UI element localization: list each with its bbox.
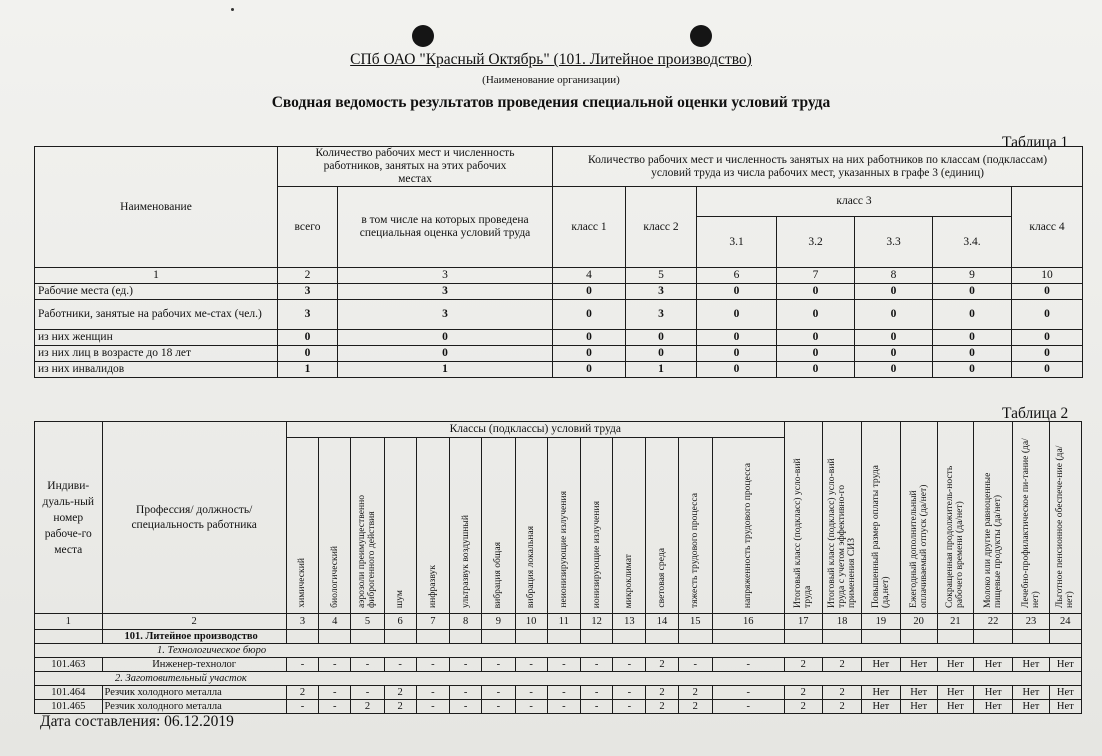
t1-colnum: 10 — [1012, 268, 1083, 284]
t2-cell: 2 — [646, 700, 678, 714]
t2-colnum: 21 — [937, 614, 973, 630]
t2-cell: Нет — [862, 700, 900, 714]
t1-cell: 0 — [626, 330, 697, 346]
t1-cell: 3 — [626, 300, 697, 330]
t2-cell: - — [319, 658, 351, 672]
punch-hole-right — [690, 25, 712, 47]
t2-cell: 2 — [286, 686, 318, 700]
t2-head-factor — [613, 438, 646, 614]
t2-cell: Нет — [862, 658, 900, 672]
t2-cell: 2 — [678, 700, 712, 714]
t1-colnum: 1 — [35, 268, 278, 284]
t1-head-3-2: 3.2 — [777, 217, 855, 268]
t2-colnum: 20 — [900, 614, 937, 630]
t1-head-total: всего — [278, 187, 338, 268]
t1-cell: 0 — [278, 346, 338, 362]
table2-workplaces — [34, 421, 1082, 714]
t2-cell: 2 — [822, 700, 861, 714]
t1-cell: 3 — [278, 284, 338, 300]
t2-colnum: 11 — [547, 614, 580, 630]
t2-cell: - — [450, 700, 482, 714]
t1-head-count-group: Количество рабочих мест и численность работников, занятых на этих рабочих местах — [278, 147, 553, 187]
t2-cell: - — [613, 658, 646, 672]
t1-cell: 0 — [855, 300, 933, 330]
t2-head-factor — [547, 438, 580, 614]
t2-workplace-id: 101.465 — [35, 700, 103, 714]
t2-row — [35, 686, 1082, 700]
t1-row-label: Рабочие места (ед.) — [35, 284, 278, 300]
t1-cell: 0 — [338, 330, 553, 346]
t1-cell: 0 — [855, 284, 933, 300]
t2-empty-cell — [862, 630, 900, 644]
t1-cell: 0 — [1012, 300, 1083, 330]
t2-cell: 2 — [384, 686, 416, 700]
t2-head-factor — [712, 438, 784, 614]
t2-cell: Нет — [1049, 658, 1081, 672]
t1-cell: 0 — [1012, 362, 1083, 378]
t2-section-main: 101. Литейное производство — [102, 630, 286, 644]
t2-empty-cell — [712, 630, 784, 644]
t2-head-factor — [515, 438, 547, 614]
t2-workplace-id: 101.463 — [35, 658, 103, 672]
t2-profession: Резчик холодного металла — [102, 700, 286, 714]
t2-cell: - — [416, 658, 449, 672]
t1-cell: 0 — [553, 284, 626, 300]
t1-cell: 0 — [1012, 330, 1083, 346]
t2-cell: Нет — [1013, 700, 1049, 714]
t2-cell: 2 — [822, 686, 861, 700]
t2-head-sum — [822, 422, 861, 614]
t1-colnum: 5 — [626, 268, 697, 284]
t1-cell: 1 — [626, 362, 697, 378]
t1-row-label: Работники, занятые на рабочих ме-стах (чел.) — [35, 300, 278, 330]
document-title: Сводная ведомость результатов проведения специальной оценки условий труда — [271, 94, 831, 111]
t2-vlabel: Повышенный размер оплаты труда (да,нет) — [869, 465, 891, 608]
t1-colnum: 6 — [697, 268, 777, 284]
t2-colnum: 9 — [482, 614, 515, 630]
t1-head-class-group: Количество рабочих мест и численность занятых на них работников по классам (подклассам) условий труда из числа рабочих мест, указанных в графе 3 (единиц) — [553, 147, 1083, 187]
t2-cell: - — [580, 700, 612, 714]
t2-cell: - — [580, 658, 612, 672]
t2-cell: - — [286, 658, 318, 672]
t2-cell: 2 — [784, 658, 822, 672]
t1-cell: 0 — [338, 346, 553, 362]
t2-cell: Нет — [900, 686, 937, 700]
t2-vlabel: аэрозоли преимущественно фиброгенного действия — [356, 494, 378, 608]
t2-colnum: 13 — [613, 614, 646, 630]
t2-cell: 2 — [822, 658, 861, 672]
t2-vlabel: Ежегодный дополнительный оплачиваемый отпуск (да/нет) — [907, 484, 929, 608]
t2-colnum: 6 — [384, 614, 416, 630]
t2-cell: - — [547, 700, 580, 714]
t2-empty-cell — [1013, 630, 1049, 644]
t1-row-label: из них женщин — [35, 330, 278, 346]
t2-head-sum — [1013, 422, 1049, 614]
t1-head-class2: класс 2 — [626, 187, 697, 268]
t1-cell: 0 — [553, 346, 626, 362]
t2-empty-cell — [1049, 630, 1081, 644]
t2-empty-cell — [319, 630, 351, 644]
t2-section-tech-bureau: 1. Технологическое бюро — [35, 644, 1082, 658]
t2-head-classes-group: Классы (подклассы) условий труда — [286, 422, 784, 438]
t1-head-assessed: в том числе на которых проведена специальная оценка условий труда — [338, 187, 553, 268]
t2-cell: - — [351, 686, 384, 700]
t2-cell: 2 — [646, 658, 678, 672]
t2-empty-cell — [646, 630, 678, 644]
t2-cell: - — [547, 686, 580, 700]
t2-empty-cell — [286, 630, 318, 644]
t2-cell: - — [712, 658, 784, 672]
t2-empty-cell — [547, 630, 580, 644]
t2-cell: Нет — [974, 658, 1013, 672]
t1-cell: 0 — [697, 346, 777, 362]
t2-vlabel: Сокращенная продолжитель-ность рабочего времени (да/нет) — [944, 465, 966, 608]
t2-colnum: 4 — [319, 614, 351, 630]
t2-empty-cell — [450, 630, 482, 644]
t1-cell: 3 — [626, 284, 697, 300]
t1-cell: 0 — [697, 300, 777, 330]
t2-head-factor — [482, 438, 515, 614]
t1-cell: 3 — [338, 300, 553, 330]
t2-vlabel: Лечебно-профилактическое пи-тание (да/нет) — [1019, 438, 1041, 608]
t2-workplace-id: 101.464 — [35, 686, 103, 700]
t1-cell: 0 — [777, 362, 855, 378]
t2-empty-cell — [416, 630, 449, 644]
table1-caption: Таблица 1 — [1002, 134, 1069, 151]
t2-head-factor — [384, 438, 416, 614]
t2-empty-cell — [784, 630, 822, 644]
t2-cell: Нет — [1013, 686, 1049, 700]
t2-head-sum — [974, 422, 1013, 614]
t2-cell: - — [416, 700, 449, 714]
t2-empty-cell — [482, 630, 515, 644]
t2-cell: - — [515, 658, 547, 672]
t2-empty-cell — [974, 630, 1013, 644]
t2-cell: - — [384, 658, 416, 672]
t2-cell: - — [450, 686, 482, 700]
t1-cell: 0 — [855, 330, 933, 346]
t2-vlabel: химический — [296, 558, 308, 608]
t2-cell: Нет — [937, 700, 973, 714]
t2-colnum: 24 — [1049, 614, 1081, 630]
t2-cell: - — [580, 686, 612, 700]
t1-cell: 3 — [338, 284, 553, 300]
t2-vlabel: вибрация общая — [492, 541, 504, 608]
t1-colnum: 2 — [278, 268, 338, 284]
t1-row — [35, 346, 1083, 362]
t2-cell: Нет — [1049, 700, 1081, 714]
t2-head-factor — [416, 438, 449, 614]
t2-colnum: 12 — [580, 614, 612, 630]
t1-cell: 0 — [933, 284, 1012, 300]
t2-head-factor — [450, 438, 482, 614]
t2-vlabel: световая среда — [656, 548, 668, 608]
t2-empty-cell — [351, 630, 384, 644]
t1-head-class1: класс 1 — [553, 187, 626, 268]
t2-vlabel: тяжесть трудового процесса — [689, 493, 701, 608]
t2-vlabel: ультразвук воздушный — [459, 514, 471, 608]
t2-head-factor — [319, 438, 351, 614]
t1-colnum: 4 — [553, 268, 626, 284]
t2-cell: 2 — [784, 700, 822, 714]
t1-cell: 0 — [697, 330, 777, 346]
t2-row — [35, 658, 1082, 672]
t2-cell: 2 — [784, 686, 822, 700]
t2-colnum: 7 — [416, 614, 449, 630]
t2-colnum: 8 — [450, 614, 482, 630]
t2-colnum: 14 — [646, 614, 678, 630]
t1-head-name: Наименование — [35, 147, 278, 268]
t2-empty-cell — [384, 630, 416, 644]
t1-colnum: 7 — [777, 268, 855, 284]
t1-cell: 0 — [553, 330, 626, 346]
t2-cell: - — [319, 686, 351, 700]
t2-empty-cell — [678, 630, 712, 644]
t2-cell: - — [678, 658, 712, 672]
t1-colnum: 3 — [338, 268, 553, 284]
t2-cell: - — [712, 700, 784, 714]
t1-cell: 0 — [697, 362, 777, 378]
t1-colnum: 8 — [855, 268, 933, 284]
t1-cell: 1 — [278, 362, 338, 378]
t1-cell: 3 — [278, 300, 338, 330]
t2-colnum: 5 — [351, 614, 384, 630]
t2-colnum: 1 — [35, 614, 103, 630]
t1-row — [35, 330, 1083, 346]
t2-cell: Нет — [974, 686, 1013, 700]
t2-head-sum — [862, 422, 900, 614]
t1-cell: 0 — [777, 300, 855, 330]
t2-vlabel: шум — [394, 589, 406, 608]
punch-hole-left — [412, 25, 434, 47]
t2-cell: Нет — [900, 658, 937, 672]
organization-name-line — [0, 51, 1102, 69]
t1-cell: 0 — [626, 346, 697, 362]
t1-cell: 0 — [553, 300, 626, 330]
t1-row-label: из них лиц в возрасте до 18 лет — [35, 346, 278, 362]
t1-row — [35, 300, 1083, 330]
t2-cell: Нет — [937, 686, 973, 700]
t2-empty-cell — [900, 630, 937, 644]
t2-cell: - — [613, 686, 646, 700]
t2-head-sum — [937, 422, 973, 614]
t2-head-profession: Профессия/ должность/ специальность работника — [102, 422, 286, 614]
t2-colnum: 15 — [678, 614, 712, 630]
t2-vlabel: Итоговый класс (подкласс) усло-вий труда — [792, 458, 814, 608]
t2-head-factor — [286, 438, 318, 614]
t2-vlabel: микроклимат — [623, 553, 635, 608]
t2-cell: Нет — [1049, 686, 1081, 700]
t2-cell: 2 — [384, 700, 416, 714]
t1-row — [35, 362, 1083, 378]
t1-cell: 1 — [338, 362, 553, 378]
t1-cell: 0 — [278, 330, 338, 346]
t2-cell: - — [450, 658, 482, 672]
t2-colnum: 10 — [515, 614, 547, 630]
t1-head-3-3: 3.3 — [855, 217, 933, 268]
speck — [231, 8, 234, 11]
t1-head-3-1: 3.1 — [697, 217, 777, 268]
t2-empty-cell — [35, 630, 103, 644]
t1-head-3-4: 3.4. — [933, 217, 1012, 268]
t1-cell: 0 — [777, 284, 855, 300]
t2-empty-cell — [580, 630, 612, 644]
t2-cell: - — [613, 700, 646, 714]
t2-vlabel: напряженность трудового процесса — [742, 462, 754, 608]
t2-vlabel: биологический — [328, 546, 340, 608]
t2-head-factor — [646, 438, 678, 614]
t2-colnum: 3 — [286, 614, 318, 630]
t1-row-label: из них инвалидов — [35, 362, 278, 378]
t2-row — [35, 700, 1082, 714]
t2-cell: Нет — [937, 658, 973, 672]
t2-head-factor — [580, 438, 612, 614]
t1-cell: 0 — [933, 362, 1012, 378]
t1-row — [35, 284, 1083, 300]
t2-head-factor — [678, 438, 712, 614]
t2-colnum: 17 — [784, 614, 822, 630]
t1-cell: 0 — [933, 330, 1012, 346]
t2-colnum: 19 — [862, 614, 900, 630]
t2-colnum: 23 — [1013, 614, 1049, 630]
organization-name: СПб ОАО "Красный Октябрь" (101. Литейное производство) — [350, 51, 752, 68]
t1-head-class3: класс 3 — [697, 187, 1012, 217]
t2-cell: - — [482, 700, 515, 714]
organization-caption: (Наименование организации) — [482, 74, 620, 86]
t1-cell: 0 — [855, 346, 933, 362]
t2-col-numbers — [35, 614, 1082, 630]
t2-head-number: Индиви-дуаль-ный номер рабоче-го места — [35, 422, 103, 614]
t2-profession: Резчик холодного металла — [102, 686, 286, 700]
t1-cell: 0 — [1012, 346, 1083, 362]
t2-section-blank-shop: 2. Заготовительный участок — [35, 672, 1082, 686]
t2-empty-cell — [613, 630, 646, 644]
t2-vlabel: Молоко или другие равноценные пищевые продукты (да/нет) — [982, 472, 1004, 608]
t2-cell: 2 — [646, 686, 678, 700]
t2-cell: - — [482, 686, 515, 700]
t2-cell: - — [547, 658, 580, 672]
t1-cell: 0 — [697, 284, 777, 300]
t2-cell: - — [319, 700, 351, 714]
t2-colnum: 2 — [102, 614, 286, 630]
t2-cell: 2 — [678, 686, 712, 700]
t2-head-sum — [1049, 422, 1081, 614]
t2-colnum: 18 — [822, 614, 861, 630]
t1-head-class4: класс 4 — [1012, 187, 1083, 268]
t2-cell: 2 — [351, 700, 384, 714]
t2-vlabel: неионизирующие излучения — [557, 491, 569, 608]
t1-cell: 0 — [933, 346, 1012, 362]
t2-cell: - — [351, 658, 384, 672]
t1-cell: 0 — [933, 300, 1012, 330]
t2-empty-cell — [937, 630, 973, 644]
t1-cell: 0 — [553, 362, 626, 378]
t2-colnum: 16 — [712, 614, 784, 630]
t2-head-sum — [900, 422, 937, 614]
t1-col-numbers — [35, 268, 1083, 284]
t2-cell: - — [712, 686, 784, 700]
t2-empty-cell — [822, 630, 861, 644]
t2-cell: Нет — [974, 700, 1013, 714]
t2-vlabel: ионизирующие излучения — [590, 500, 602, 608]
t2-cell: - — [515, 700, 547, 714]
t1-cell: 0 — [1012, 284, 1083, 300]
t2-cell: Нет — [900, 700, 937, 714]
t2-empty-cell — [515, 630, 547, 644]
t2-head-sum — [784, 422, 822, 614]
t2-colnum: 22 — [974, 614, 1013, 630]
t1-cell: 0 — [777, 330, 855, 346]
t2-vlabel: Итоговый класс (подкласс) усло-вий труда с учетом эффективно-го применения СИЗ — [826, 458, 858, 608]
table1-summary — [34, 146, 1083, 378]
t2-cell: - — [482, 658, 515, 672]
t2-cell: Нет — [1013, 658, 1049, 672]
t2-cell: Нет — [862, 686, 900, 700]
t1-cell: 0 — [777, 346, 855, 362]
t1-colnum: 9 — [933, 268, 1012, 284]
t2-profession: Инженер-технолог — [102, 658, 286, 672]
compilation-date: Дата составления: 06.12.2019 — [40, 713, 234, 730]
t2-cell: - — [286, 700, 318, 714]
t2-vlabel: вибрация локальная — [525, 525, 537, 608]
t2-vlabel: Льготное пенсионное обеспече-ние (да/нет) — [1054, 445, 1076, 608]
t2-head-factor — [351, 438, 384, 614]
t2-vlabel: инфразвук — [426, 565, 438, 608]
t2-cell: - — [416, 686, 449, 700]
t1-cell: 0 — [855, 362, 933, 378]
table2-caption: Таблица 2 — [1002, 405, 1069, 422]
t2-cell: - — [515, 686, 547, 700]
